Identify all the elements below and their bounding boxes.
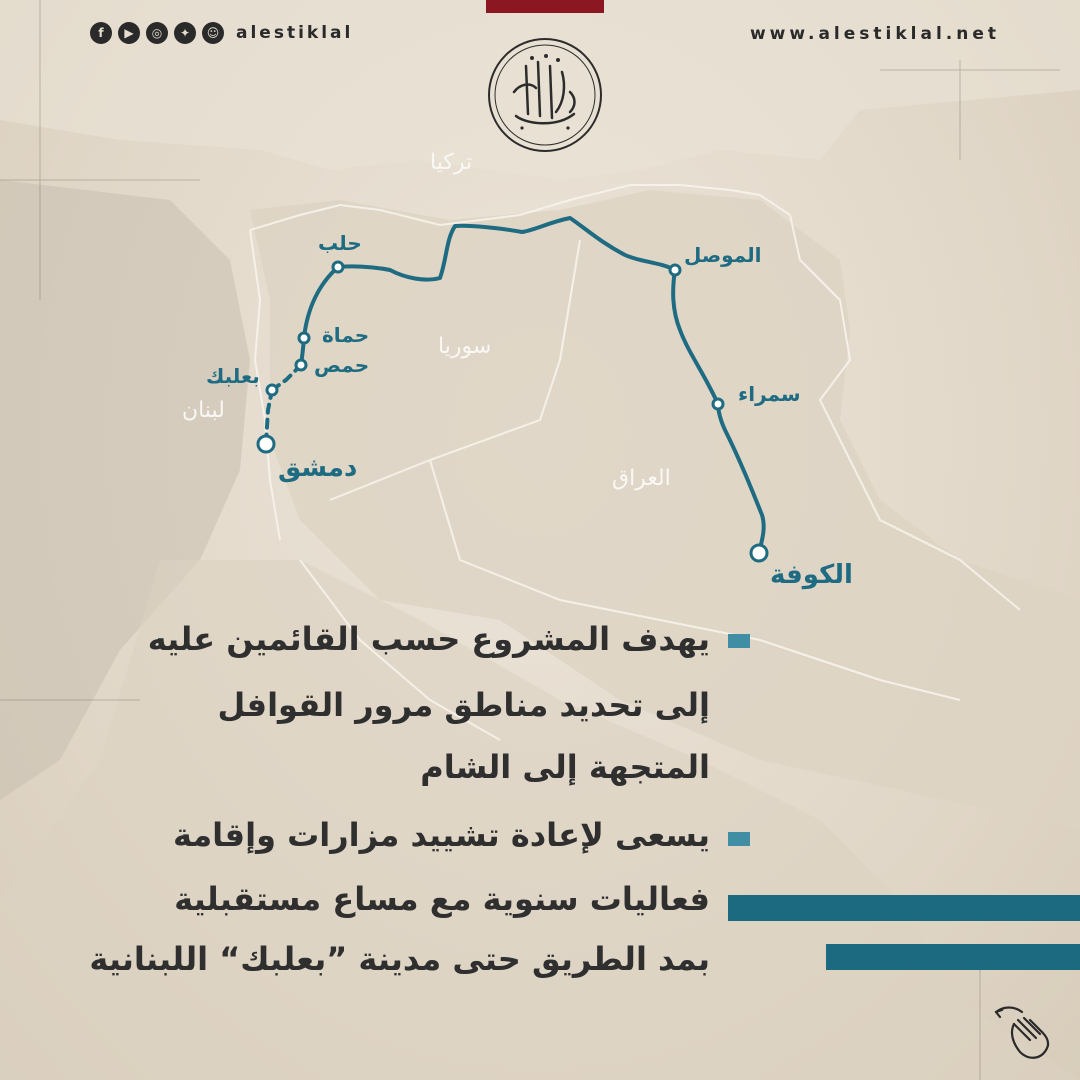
bullet1-line2: إلى تحديد مناطق مرور القوافل [217, 686, 710, 724]
city-label-damascus: دمشق [278, 453, 358, 483]
instagram-icon[interactable]: ◎ [146, 22, 168, 44]
social-handle[interactable]: alestiklal [236, 23, 354, 43]
logo [486, 36, 604, 154]
country-label-turkey: تركيا [430, 150, 473, 175]
snapchat-icon[interactable]: ☺ [202, 22, 224, 44]
bullet2-line2: فعاليات سنوية مع مساع مستقبلية [174, 880, 710, 918]
decorative-stripe-1 [728, 895, 1080, 921]
marker-homs [296, 360, 306, 370]
marker-kufa [751, 545, 767, 561]
marker-hama [299, 333, 309, 343]
city-label-mosul: الموصل [684, 243, 762, 267]
website-url[interactable]: www.alestiklal.net [749, 24, 1000, 44]
city-label-hama: حماة [322, 323, 370, 347]
marker-damascus [258, 436, 274, 452]
bullet-marker-1 [728, 634, 750, 648]
twitter-icon[interactable]: ✦ [174, 22, 196, 44]
marker-aleppo [333, 262, 343, 272]
marker-samarra [713, 399, 723, 409]
bullet1-line3: المتجهة إلى الشام [420, 748, 710, 786]
decorative-stripe-2 [826, 944, 1080, 970]
bullet2-line1: يسعى لإعادة تشييد مزارات وإقامة [172, 816, 710, 854]
swipe-hand-icon[interactable] [992, 1002, 1056, 1066]
country-label-lebanon: لبنان [182, 398, 225, 423]
city-label-baalbek: بعلبك [206, 364, 260, 388]
facebook-icon[interactable]: f [90, 22, 112, 44]
city-label-aleppo: حلب [318, 231, 362, 255]
bullet1-line1: يهدف المشروع حسب القائمين عليه [147, 620, 710, 658]
country-label-syria: سوريا [438, 334, 492, 359]
city-label-kufa: الكوفة [770, 560, 853, 590]
marker-mosul [670, 265, 680, 275]
city-label-homs: حمص [314, 353, 370, 377]
bullet2-line3: بمد الطريق حتى مدينة ”بعلبك“ اللبنانية [89, 940, 710, 978]
top-accent-bar [486, 0, 604, 13]
social-links [90, 20, 353, 46]
youtube-icon[interactable]: ▶ [118, 22, 140, 44]
city-label-samarra: سمراء [738, 382, 801, 406]
country-label-iraq: العراق [612, 466, 671, 491]
bullet-marker-2 [728, 832, 750, 846]
marker-baalbek [267, 385, 277, 395]
